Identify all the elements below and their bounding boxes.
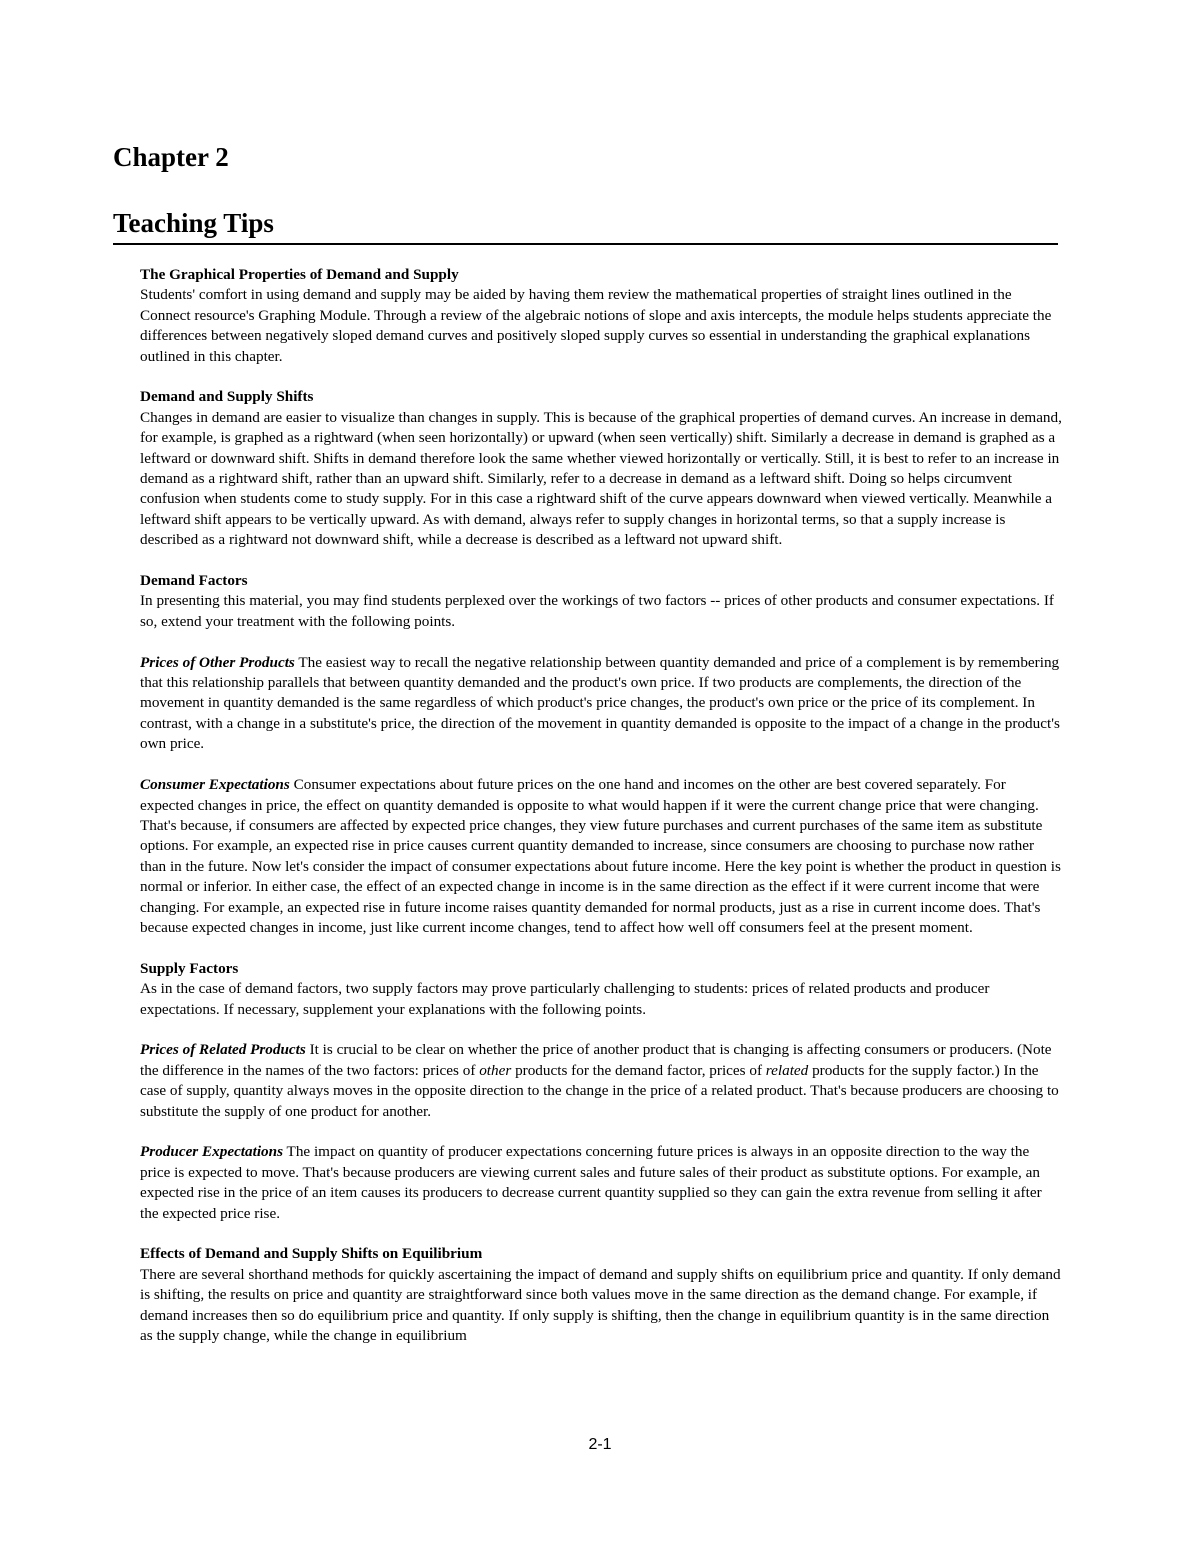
chapter-title: Chapter 2 xyxy=(113,142,229,172)
section-paragraph xyxy=(140,653,1062,755)
section-heading: Supply Factors xyxy=(140,959,239,977)
page-number: 2-1 xyxy=(588,1436,612,1453)
section-consumer-expectations xyxy=(140,775,1062,938)
paragraph-lead: Prices of Related Products xyxy=(140,1041,306,1059)
section-heading: Demand Factors xyxy=(140,572,248,590)
section-demand-factors xyxy=(140,571,1062,632)
section-demand-supply-shifts xyxy=(140,387,1062,550)
paragraph-text: products for the supply factor.) In the case of supply, quantity always moves in the opposite direction to the change in the price of a related product. That's because producers are choosing to substitute the supply of one product for another. xyxy=(140,1061,1059,1120)
section-paragraph: Students' comfort in using demand and supply may be aided by having them review the mathematical properties of straight lines outlined in the Connect resource's Graphing Module. Through a review of the algebraic notions of slope and axis intercepts, the module helps students appreciate the differences between negatively sloped demand curves and positively sloped supply curves so essential in understanding the graphical explanations outlined in this chapter. xyxy=(140,286,1052,365)
paragraph-text: The impact on quantity of producer expectations concerning future prices is always in an opposite direction to the way the price is expected to move. That's because producers are viewing current sales and future sales of their product as substitute options. For example, an expected rise in the price of an item causes its producers to decrease current quantity supplied so they can gain the extra revenue from selling it after the expected price rise. xyxy=(140,1143,1042,1222)
paragraph-text: products for the demand factor, prices of xyxy=(511,1061,766,1079)
section-paragraph: There are several shorthand methods for quickly ascertaining the impact of demand and supply shifts on equilibrium price and quantity. If only demand is shifting, the results on price and quantity are straightforward since both values move in the same direction as the demand change. For example, if demand increases then so do equilibrium price and quantity. If only supply is shifting, then the change in equilibrium quantity is in the same direction as the supply change, while the change in equilibrium xyxy=(140,1265,1061,1344)
section-heading: The Graphical Properties of Demand and Supply xyxy=(140,266,459,283)
section-prices-related-products xyxy=(140,1040,1062,1122)
paragraph-lead: Prices of Other Products xyxy=(140,653,295,671)
section-equilibrium-effects xyxy=(140,1244,1062,1346)
document-body xyxy=(140,265,1062,1346)
paragraph-text: Consumer expectations about future prices on the one hand and incomes on the other are best covered separately. For expected changes in price, the effect on quantity demanded is opposite to what would happen if it were the current change price that were changing. That's because, if consumers are affected by expected price changes, they view future purchases and current purchases of the same item as substitute options. For example, an expected rise in price causes current quantity demanded to increase, since consumers are choosing to purchase now rather than in the future. Now let's consider the impact of consumer expectations about future income. Here the key point is whether the product in question is normal or inferior. In either case, the effect of an expected change in income is in the same direction as the effect if it were current income that were changing. For example, an expected rise in future income raises quantity demanded for normal products, just as a rise in current income does. That's because expected changes in income, just like current income changes, tend to affect how well off consumers feel at the present moment. xyxy=(140,776,1061,936)
section-heading: Demand and Supply Shifts xyxy=(140,388,314,406)
paragraph-text: It is crucial to be clear on whether the price of another product that is changing is affecting consumers or producers. (Note the difference in the names of the two factors: prices of xyxy=(140,1041,1052,1079)
section-graphical-properties xyxy=(140,265,1062,367)
emphasis-other: other xyxy=(479,1061,512,1079)
paragraph-lead: Producer Expectations xyxy=(140,1143,284,1161)
section-paragraph xyxy=(140,1040,1062,1122)
section-prices-other-products xyxy=(140,653,1062,755)
section-heading: Effects of Demand and Supply Shifts on Equilibrium xyxy=(140,1245,483,1263)
section-paragraph xyxy=(140,775,1062,938)
section-supply-factors xyxy=(140,959,1062,1020)
section-title: Teaching Tips xyxy=(113,207,1058,245)
section-paragraph xyxy=(140,1142,1062,1224)
section-producer-expectations xyxy=(140,1142,1062,1224)
emphasis-related: related xyxy=(765,1061,809,1079)
section-paragraph: In presenting this material, you may find students perplexed over the workings of two factors -- prices of other products and consumer expectations. If so, extend your treatment with the following points. xyxy=(140,592,1054,630)
paragraph-text: The easiest way to recall the negative relationship between quantity demanded and price of a complement is by remembering that this relationship parallels that between quantity demanded and the product's own price. If two products are complements, the direction of the movement in quantity demanded is the same regardless of which product's price changes, the product's own price or the price of its complement. In contrast, with a change in a substitute's price, the direction of the movement in quantity demanded is opposite to the impact of a change in the product's own price. xyxy=(140,653,1060,753)
paragraph-lead: Consumer Expectations xyxy=(140,776,290,794)
section-paragraph: As in the case of demand factors, two supply factors may prove particularly challenging to students: prices of related products and producer expectations. If necessary, supplement your explanations with the following points. xyxy=(140,980,990,1018)
section-paragraph: Changes in demand are easier to visualize than changes in supply. This is because of the graphical properties of demand curves. An increase in demand, for example, is graphed as a rightward (when seen horizontally) or upward (when seen vertically) shift. Similarly a decrease in demand is graphed as a leftward or downward shift. Shifts in demand therefore look the same whether viewed horizontally or vertically. Still, it is best to refer to an increase in demand as a rightward shift, rather than an upward shift. Similarly, refer to a decrease in demand as a leftward shift. Doing so helps circumvent confusion when students come to study supply. For in this case a rightward shift of the curve appears downward when viewed vertically. Meanwhile a leftward shift appears to be vertically upward. As with demand, always refer to supply changes in horizontal terms, so that a supply increase is described as a rightward not downward shift, while a decrease is described as a leftward not upward shift. xyxy=(140,408,1062,549)
